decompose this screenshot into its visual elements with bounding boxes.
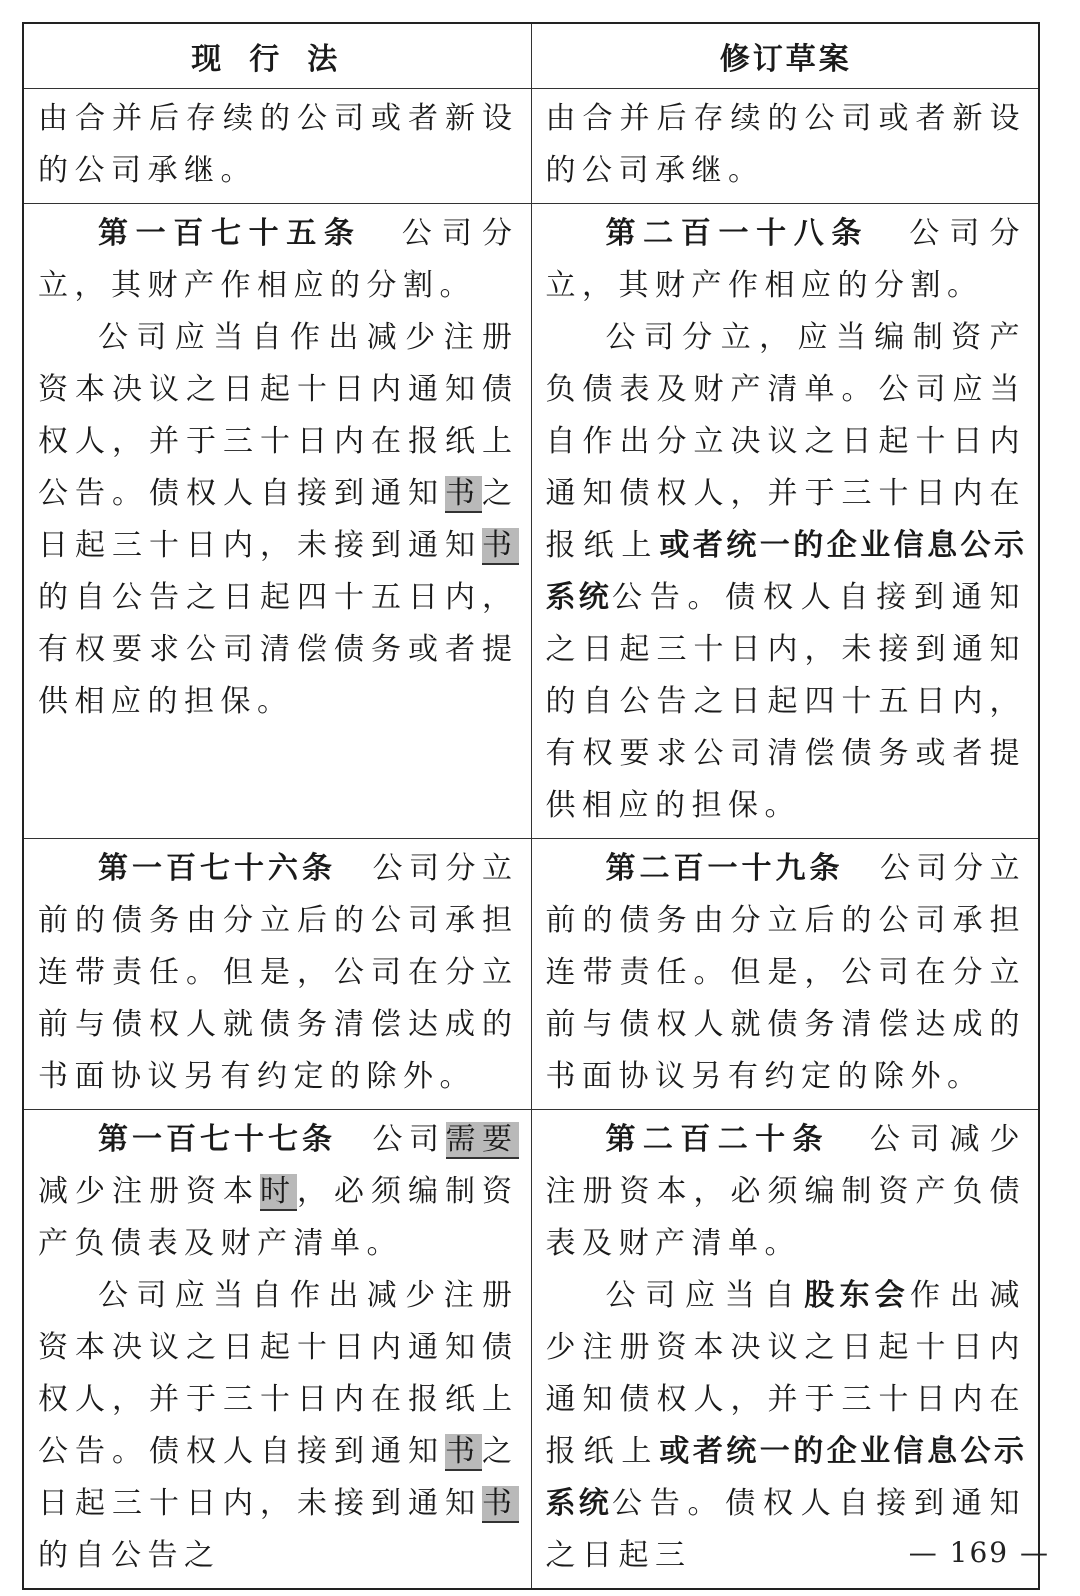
cell-current-law: [23, 204, 531, 839]
highlighted-deletion: 书: [445, 1434, 482, 1469]
header-current-law: 现行法: [23, 23, 531, 89]
article-number: 第二百一十九条: [605, 851, 844, 886]
highlighted-deletion: 需要: [445, 1122, 519, 1157]
paragraph: 公司分立，应当编制资产负债表及财产清单。公司应当自作出分立决议之日起十日内通知债权人，并于三十日内在报纸上或者统一的企业信息公示系统公告。债权人自接到通知之日起三十日内，未接到通知的自公告之日起四十五日内，有权要求公司清偿债务或者提供相应的担保。: [545, 320, 1027, 823]
paragraph: 公司应当自作出减少注册资本决议之日起十日内通知债权人，并于三十日内在报纸上公告。债权人自接到通知书之日起三十日内，未接到通知书的自公告之: [38, 1278, 519, 1573]
paragraph: 第二百一十八条 公司分立，其财产作相应的分割。: [545, 216, 1027, 303]
cell-current-law: [23, 89, 531, 204]
article-number: 第一百七十五条: [98, 216, 362, 251]
article-number: 第二百一十八条: [605, 216, 870, 251]
cell-current-law: [23, 839, 531, 1110]
table-row: [23, 89, 1039, 204]
paragraph: 由合并后存续的公司或者新设的公司承继。: [545, 101, 1026, 188]
cell-revision-draft: [531, 89, 1039, 204]
table-row: [23, 204, 1039, 839]
paragraph: 第一百七十六条 公司分立前的债务由分立后的公司承担连带责任。但是，公司在分立前与债权人就债务清偿达成的书面协议另有约定的除外。: [38, 851, 519, 1094]
header-row: [23, 23, 1039, 89]
highlighted-deletion: 书: [482, 528, 519, 563]
article-number: 第二百二十条: [605, 1122, 830, 1157]
paragraph: 第二百二十条 公司减少注册资本，必须编制资产负债表及财产清单。: [545, 1122, 1027, 1261]
paragraph: 第一百七十五条 公司分立，其财产作相应的分割。: [38, 216, 519, 303]
paragraph: 公司应当自作出减少注册资本决议之日起十日内通知债权人，并于三十日内在报纸上公告。债权人自接到通知书之日起三十日内，未接到通知书的自公告之日起四十五日内，有权要求公司清偿债务或者提供相应的担保。: [38, 320, 519, 719]
paragraph: 由合并后存续的公司或者新设的公司承继。: [38, 101, 519, 188]
bold-addition: 股东会: [804, 1278, 910, 1313]
bold-addition: 或者统一的企业信息公示系统: [545, 528, 1027, 615]
cell-current-law: [23, 1110, 531, 1590]
bold-addition: 或者统一的企业信息公示系统: [545, 1434, 1027, 1521]
paragraph: 公司应当自股东会作出减少注册资本决议之日起十日内通知债权人，并于三十日内在报纸上或者统一的企业信息公示系统公告。债权人自接到通知之日起三: [545, 1278, 1027, 1573]
highlighted-deletion: 书: [482, 1486, 519, 1521]
article-number: 第一百七十七条: [98, 1122, 336, 1157]
cell-revision-draft: [531, 1110, 1039, 1590]
highlighted-deletion: 书: [445, 476, 482, 511]
highlighted-deletion: 时: [260, 1174, 297, 1209]
paragraph: 第二百一十九条 公司分立前的债务由分立后的公司承担连带责任。但是，公司在分立前与债权人就债务清偿达成的书面协议另有约定的除外。: [545, 851, 1026, 1094]
cell-revision-draft: [531, 204, 1039, 839]
header-revision-draft: 修订草案: [531, 23, 1039, 89]
article-number: 第一百七十六条: [98, 851, 336, 886]
page-number: — 169 —: [908, 1536, 1050, 1569]
paragraph: 第一百七十七条 公司需要减少注册资本时，必须编制资产负债表及财产清单。: [38, 1122, 519, 1261]
table-row: [23, 1110, 1039, 1590]
table-row: [23, 839, 1039, 1110]
cell-revision-draft: [531, 839, 1039, 1110]
comparison-table: [22, 22, 1040, 1590]
